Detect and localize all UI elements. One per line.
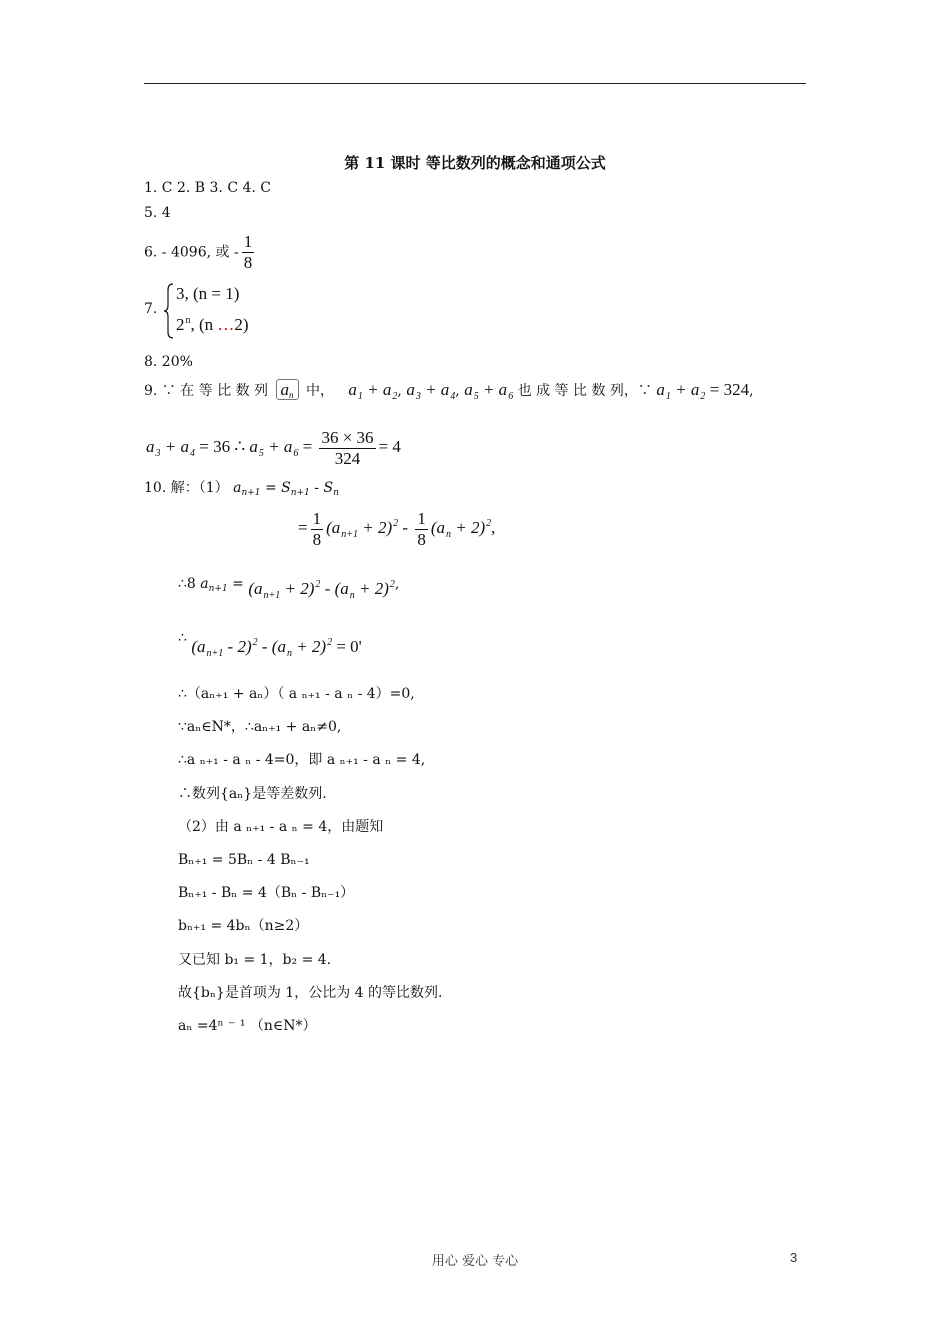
answer-10-line3: ∴8 $a_{n+1} = (a_{n+1} + 2)^2 - (a_n + 2)^2$, [178,576,400,601]
answer-10-line7: ∴a ₙ₊₁ - a ₙ - 4=0，即 a ₙ₊₁ - a ₙ = 4, [178,752,426,768]
answer-10-line2: = $\frac{1}{8}$ $(a_{n+1} + 2)^2$ - $\frac{1}{8}$ $(a_n + 2)^2$, [298,508,496,549]
answer-7-case1: 3, (n = 1) [176,284,240,303]
answer-10-line12: bₙ₊₁ = 4bₙ（n≥2） [178,918,309,934]
answer-10-line6: ∵aₙ∈N*，∴aₙ₊₁ + aₙ≠0, [178,719,342,735]
answer-10-head: 10. 解：（1） $a_{n+1} = S_{n+1} - S_n$ [144,480,339,498]
answer-10-line4: ∴ $(a_{n+1} - 2)^2 - (a_n + 2)^2 = 0'$ [178,630,362,659]
answer-10-line14: 故{bₙ}是首项为 1，公比为 4 的等比数列. [178,985,443,1001]
answer-10-line13: 又已知 b₁ = 1，b₂ = 4. [178,952,332,968]
header-rule [144,83,806,84]
answer-9-line1: 9. ∵ 在 等 比 数 列 an 中， $a_1 + a_2$, $a_3 + a_4$, $a_5 + a_6$ 也 成 等 比 数 列，∵ $a_1 + a_2 = 324$, [144,380,754,402]
piecewise-brace [164,283,174,339]
answers-1-4: 1. C 2. B 3. C 4. C [144,180,272,196]
answer-5: 5. 4 [144,205,171,221]
answer-6 [144,232,257,273]
answer-6-fraction: $\frac{1}{8}$ [243,232,253,272]
answer-10-line15: aₙ =4ⁿ ⁻ ¹ （n∈N*） [178,1018,317,1034]
answer-9-fraction: $\frac{36 \times 36}{324}$ [321,427,374,468]
footer-motto: 用心 爱心 专心 [431,1254,519,1269]
answer-7-case2: 2$^n$, (n …2) [176,315,249,334]
page-title: 第 11 课时 等比数列的概念和通项公式 [344,154,606,172]
answer-10-line9: （2）由 a ₙ₊₁ - a ₙ = 4，由题知 [178,819,384,835]
answer-7-label: 7. [144,301,158,317]
answer-10-line10: Bₙ₊₁ = 5Bₙ - 4 Bₙ₋₁ [178,852,310,868]
answer-10-line11: Bₙ₊₁ - Bₙ = 4（Bₙ - Bₙ₋₁） [178,885,355,901]
answer-9-line2: $a_3 + a_4 = 36$ ∴ $a_5 + a_6$ = $\frac{36 \times 36}{324}$ = 4 [146,427,401,468]
answer-6-prefix: 6. - 4096, 或 - [144,244,239,261]
answer-8: 8. 20% [144,354,193,370]
answer-10-line5: ∴（aₙ₊₁ + aₙ）（ a ₙ₊₁ - a ₙ - 4）=0, [178,686,415,702]
page-number: 3 [790,1250,798,1265]
answer-10-line8: ∴数列{aₙ}是等差数列. [178,786,327,802]
